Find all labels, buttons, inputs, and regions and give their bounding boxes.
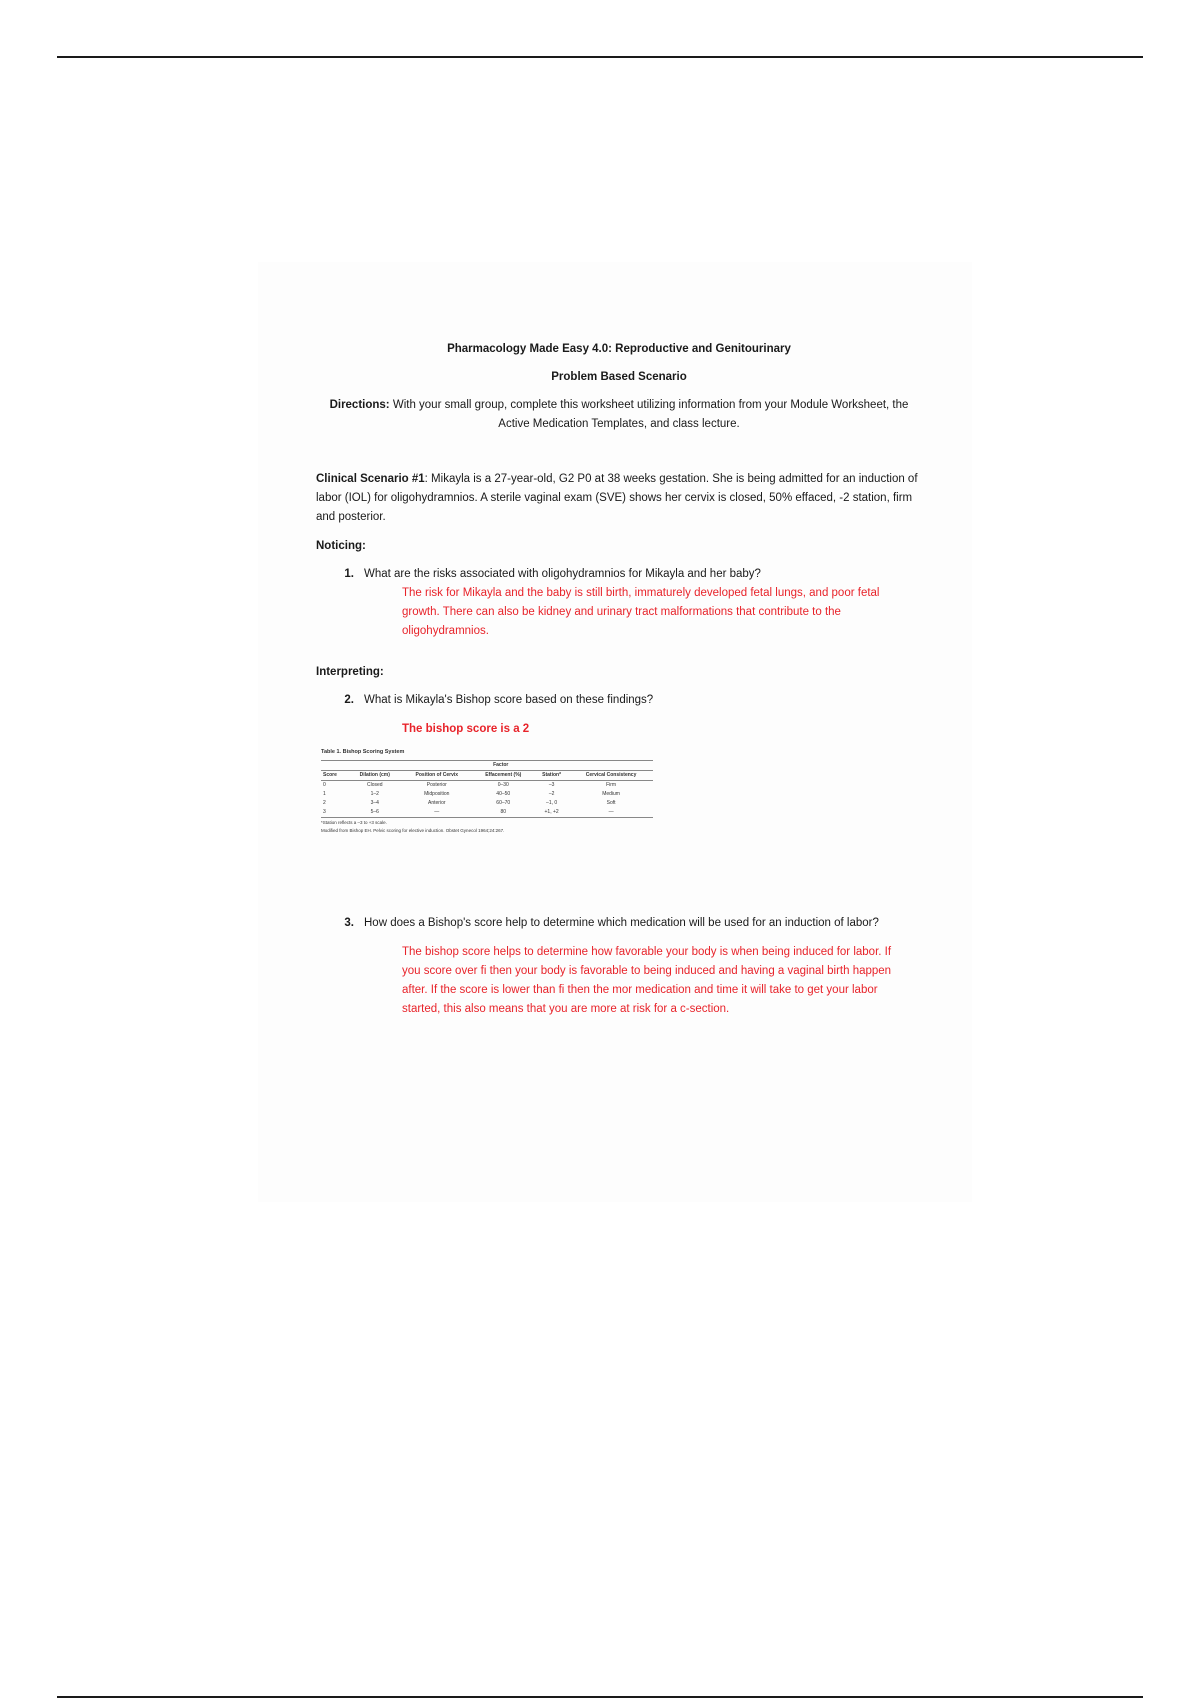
bishop-table xyxy=(321,760,653,818)
question-2 xyxy=(316,691,922,710)
question-text: What are the risks associated with oligohydramnios for Mikayla and her baby? xyxy=(364,568,761,580)
directions-label: Directions: xyxy=(329,399,390,411)
answer-1: The risk for Mikayla and the baby is still birth, immaturely developed fetal lungs, and poor fetal growth. There can also be kidney and urinary tract malformations that contribute to the oligohydramnios. xyxy=(402,587,880,637)
answer-3: The bishop score helps to determine how favorable your body is when being induced for labor. If you score over fi then your body is favorable to being induced and having a vaginal birth happen after. If the score is lower than fi then the mor medication and time it will take to get your labor started, this also means that you are more at risk for a c-section. xyxy=(402,946,892,1015)
question-text: What is Mikayla's Bishop score based on these findings? xyxy=(364,694,654,706)
question-3 xyxy=(316,914,922,933)
document-content xyxy=(316,340,922,1019)
section-interpreting: Interpreting: xyxy=(316,666,384,678)
bishop-score-table xyxy=(321,749,653,834)
question-text: How does a Bishop's score help to determine which medication will be used for an induction of labor? xyxy=(364,917,879,929)
table-row xyxy=(321,790,653,799)
table-cell: Anterior xyxy=(428,800,446,806)
table-cell: –3 xyxy=(548,782,555,788)
table-row xyxy=(321,799,653,808)
table-cell: — xyxy=(569,808,653,818)
document-subtitle: Problem Based Scenario xyxy=(551,371,687,383)
question-number: 3. xyxy=(344,917,354,929)
column-header: Score xyxy=(321,771,348,781)
table-cell: 1 xyxy=(323,791,326,797)
directions-text: With your small group, complete this worksheet utilizing information from your Module Worksheet, the Active Medication Templates, and class lecture. xyxy=(389,399,909,430)
table-cell: +1, +2 xyxy=(534,808,569,818)
table-row xyxy=(321,808,653,818)
column-header: Cervical Consistency xyxy=(569,771,653,781)
table-cell: 3 xyxy=(321,808,348,818)
table-cell: 2 xyxy=(323,800,326,806)
table-source: Modified from Bishop EH. Pelvic scoring for elective induction. Obstet Gynecol 1964;24:267. xyxy=(321,828,505,833)
clinical-scenario xyxy=(316,470,922,527)
question-number: 1. xyxy=(344,568,354,580)
top-rule xyxy=(57,56,1143,58)
bottom-rule xyxy=(57,1696,1143,1698)
table-cell: –1, 0 xyxy=(546,800,558,806)
answer-2: The bishop score is a 2 xyxy=(402,723,530,735)
document-title: Pharmacology Made Easy 4.0: Reproductive and Genitourinary xyxy=(447,343,791,355)
directions xyxy=(316,396,922,434)
scenario-label: Clinical Scenario #1 xyxy=(316,473,425,485)
table-footnote: *Station reflects a –3 to +3 scale. xyxy=(321,820,387,825)
table-caption: Table 1. Bishop Scoring System xyxy=(321,749,405,755)
table-cell: 60–70 xyxy=(496,800,511,806)
table-cell: Closed xyxy=(366,782,383,788)
column-header: Effacement (%) xyxy=(472,771,534,781)
table-cell: –2 xyxy=(548,791,555,797)
table-cell: 0–30 xyxy=(497,782,509,788)
table-cell: 0 xyxy=(323,782,326,788)
section-noticing: Noticing: xyxy=(316,540,366,552)
table-cell: Soft xyxy=(606,800,616,806)
table-cell: Midposition xyxy=(424,791,450,797)
table-cell: Medium xyxy=(602,791,620,797)
column-header: Dilation (cm) xyxy=(348,771,401,781)
table-cell: Firm xyxy=(606,782,617,788)
table-cell: 1–2 xyxy=(370,791,379,797)
table-cell: 3–4 xyxy=(370,800,379,806)
table-cell: 80 xyxy=(472,808,534,818)
column-header: Position of Cervix xyxy=(401,771,472,781)
table-cell: 5–6 xyxy=(348,808,401,818)
scenario-text: : Mikayla is a 27-year-old, G2 P0 at 38 weeks gestation. She is being admitted for an induction of labor (IOL) for oligohydramnios. A sterile vaginal exam (SVE) shows her cervix is closed, 50% effaced, -2 station, firm and posterior. xyxy=(316,473,918,523)
question-1 xyxy=(316,565,922,584)
table-row xyxy=(321,781,653,791)
table-cell: Posterior xyxy=(426,782,447,788)
column-header: Station* xyxy=(534,771,569,781)
table-cell: 40–50 xyxy=(496,791,511,797)
table-cell: — xyxy=(401,808,472,818)
question-number: 2. xyxy=(344,694,354,706)
factor-header: Factor xyxy=(348,761,653,771)
